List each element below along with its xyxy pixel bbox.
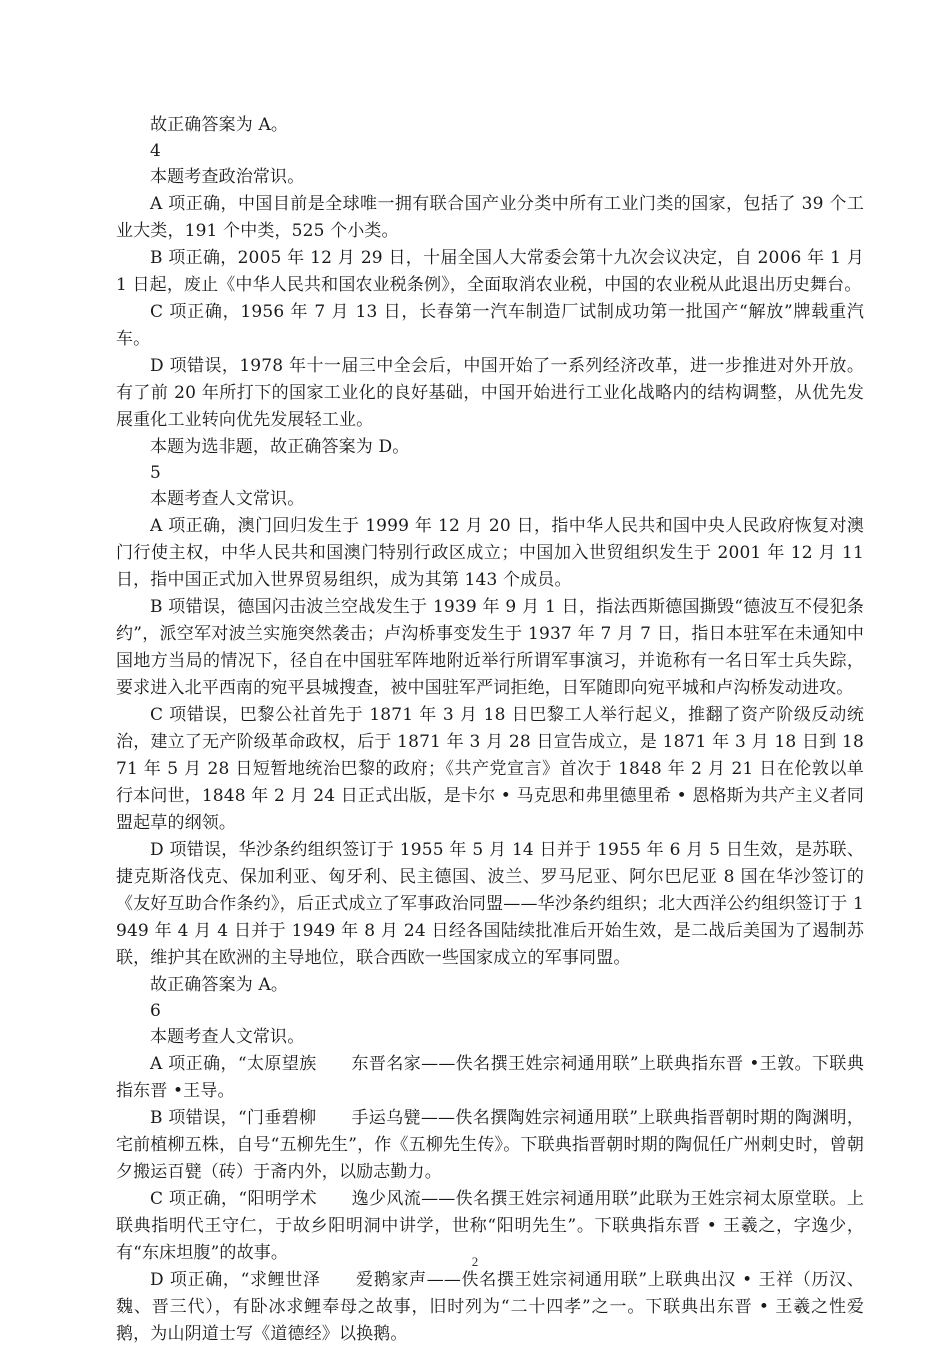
option-paragraph: C 项错误，巴黎公社首先于 1871 年 3 月 18 日巴黎工人举行起义，推翻了资产阶级反动统治，建立了无产阶级革命政权，后于 1871 年 3 月 28 日宣告成立，是 1871 年 3 月 18 日到 1871 年 5 月 28 日短暂地统治巴黎的政府；《共产党宣言》首次于 1848 年 2 月 21 日在伦敦以单行本问世，1848 年 2 月 24 日正式出版，是卡尔 • 马克思和弗里德里希 • 恩格斯为共产主义者同盟起草的纲领。	[116, 705, 864, 833]
answer-line: 故正确答案为 A。	[150, 115, 289, 135]
page-number: 2	[471, 1254, 479, 1269]
question-number: 4	[150, 141, 161, 161]
answer-line: 故正确答案为 A。	[150, 975, 289, 995]
option-paragraph: B 项错误，德国闪击波兰空战发生于 1939 年 9 月 1 日，指法西斯德国撕毁“德波互不侵犯条约”，派空军对波兰实施突然袭击；卢沟桥事变发生于 1937 年 7 月 7 日，指日本驻军在未通知中国地方当局的情况下，径自在中国驻军阵地附近举行所谓军事演习，并诡称有一名日军士兵失踪，要求进入北平西南的宛平县城搜查，被中国驻军严词拒绝，日军随即向宛平城和卢沟桥发动进攻。	[116, 597, 864, 698]
option-paragraph: D 项正确，“求鲤世泽 爱鹅家声——佚名撰王姓宗祠通用联”上联典出汉 • 王祥（历汉、魏、晋三代），有卧冰求鲤奉母之故事，旧时列为“二十四孝”之一。下联典出东晋 • 王羲之性爱鹅，为山阴道士写《道德经》以换鹅。	[116, 1270, 864, 1344]
option-paragraph: C 项正确，1956 年 7 月 13 日，长春第一汽车制造厂试制成功第一批国产“解放”牌载重汽车。	[116, 302, 864, 349]
option-paragraph: D 项错误，华沙条约组织签订于 1955 年 5 月 14 日并于 1955 年 6 月 5 日生效，是苏联、捷克斯洛伐克、保加利亚、匈牙利、民主德国、波兰、罗马尼亚、阿尔巴尼亚 8 国在华沙签订的《友好互助合作条约》，后正式成立了军事政治同盟——华沙条约组织；北大西洋公约组织签订于 1949 年 4 月 4 日并于 1949 年 8 月 24 日经各国陆续批准后开始生效，是二战后美国为了遏制苏联，维护其在欧洲的主导地位，联合西欧一些国家成立的军事同盟。	[116, 840, 864, 968]
question-number: 5	[150, 463, 161, 483]
topic-line: 本题考查政治常识。	[150, 167, 305, 187]
option-paragraph: A 项正确，中国目前是全球唯一拥有联合国产业分类中所有工业门类的国家，包括了 39 个工业大类，191 个中类，525 个小类。	[116, 194, 864, 241]
option-paragraph: A 项正确，“太原望族 东晋名家——佚名撰王姓宗祠通用联”上联典指东晋 •王敦。下联典指东晋 •王导。	[116, 1054, 864, 1101]
option-paragraph: B 项错误，“门垂碧柳 手运乌甓——佚名撰陶姓宗祠通用联”上联典指晋朝时期的陶渊明，宅前植柳五株，自号“五柳先生”，作《五柳先生传》。下联典指晋朝时期的陶侃任广州刺史时，曾朝夕搬运百甓（砖）于斋内外，以励志勤力。	[116, 1108, 864, 1182]
option-paragraph: A 项正确，澳门回归发生于 1999 年 12 月 20 日，指中华人民共和国中央人民政府恢复对澳门行使主权，中华人民共和国澳门特别行政区成立；中国加入世贸组织发生于 2001 年 12 月 11 日，指中国正式加入世界贸易组织，成为其第 143 个成员。	[116, 516, 864, 590]
answer-line: 本题为选非题，故正确答案为 D。	[150, 437, 410, 457]
option-paragraph: C 项正确，“阳明学术 逸少风流——佚名撰王姓宗祠通用联”此联为王姓宗祠太原堂联。上联典指明代王守仁，于故乡阳明洞中讲学，世称“阳明先生”。下联典指东晋 • 王羲之，字逸少，有“东床坦腹”的故事。	[116, 1189, 864, 1263]
document-body	[116, 112, 864, 1348]
topic-line: 本题考查人文常识。	[150, 1027, 305, 1047]
question-number: 6	[150, 1001, 161, 1021]
topic-line: 本题考查人文常识。	[150, 489, 305, 509]
option-paragraph: B 项正确，2005 年 12 月 29 日，十届全国人大常委会第十九次会议决定，自 2006 年 1 月 1 日起，废止《中华人民共和国农业税条例》，全面取消农业税，中国的农业税从此退出历史舞台。	[116, 248, 864, 295]
option-paragraph: D 项错误，1978 年十一届三中全会后，中国开始了一系列经济改革，进一步推进对外开放。有了前 20 年所打下的国家工业化的良好基础，中国开始进行工业化战略内的结构调整，从优先发展重化工业转向优先发展轻工业。	[116, 356, 864, 430]
